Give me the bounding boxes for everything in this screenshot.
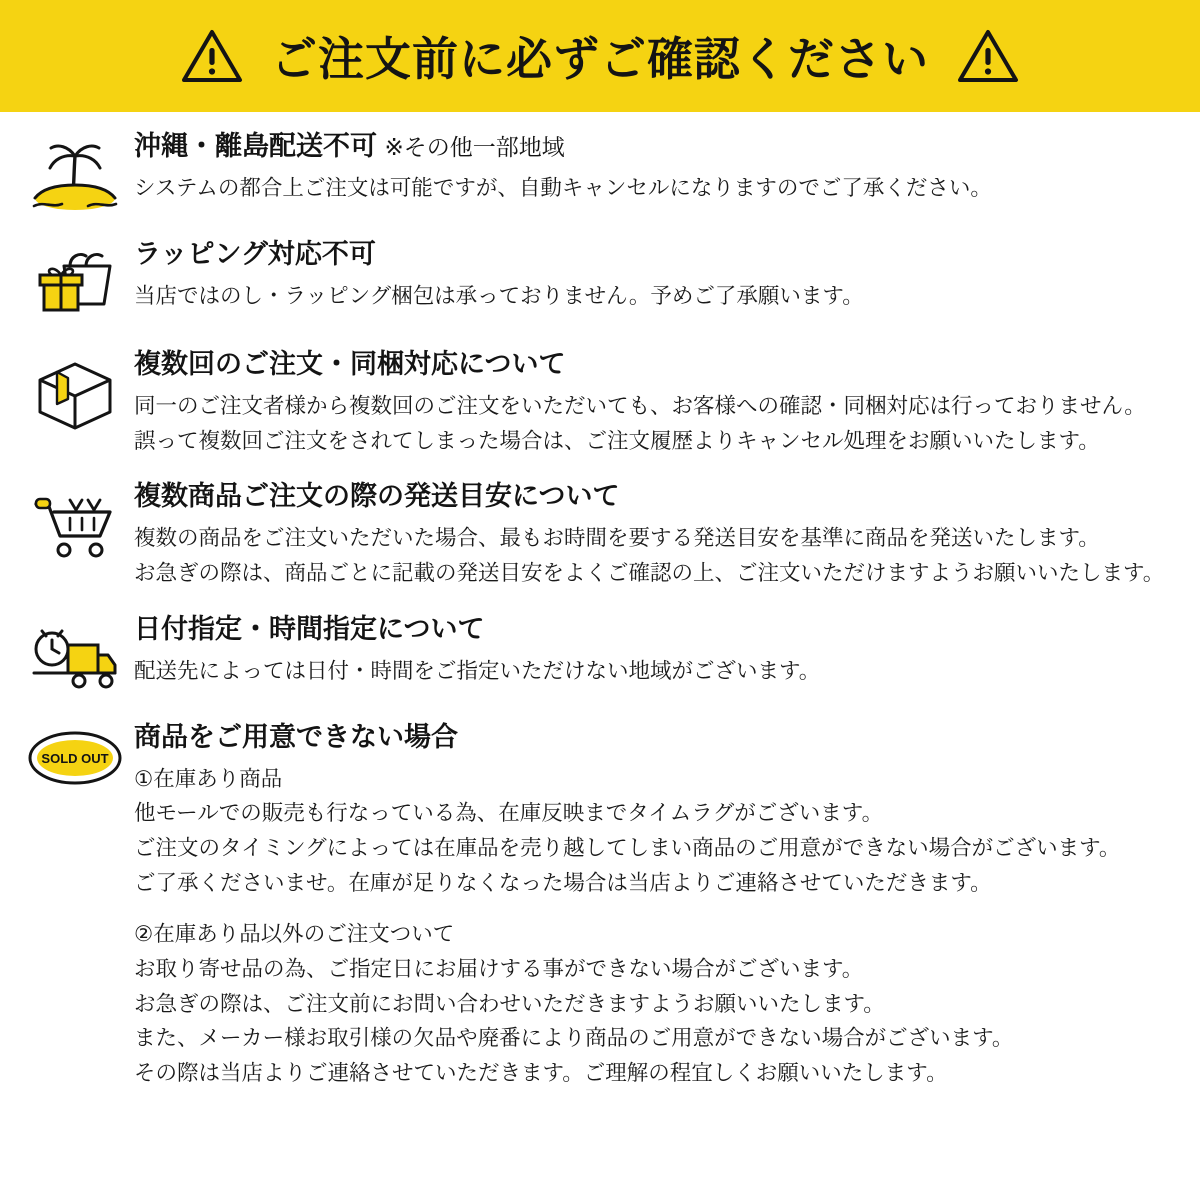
svg-text:SOLD OUT: SOLD OUT	[41, 750, 109, 766]
island-palm-icon	[18, 130, 132, 216]
section-shipping-estimate	[0, 480, 1200, 590]
section-line: お急ぎの際は、商品ごとに記載の発送目安をよくご確認の上、ご注文いただけますようお願いいたします。	[134, 560, 1165, 585]
section-title-sub: ※その他一部地域	[384, 134, 565, 160]
gift-bag-icon	[18, 238, 132, 324]
header-banner	[0, 0, 1200, 112]
section-line: 他モールでの販売も行なっている為、在庫反映までタイムラグがございます。	[134, 801, 884, 826]
section-line: ご注文のタイミングによっては在庫品を売り越してしまい商品のご用意ができない場合がございます。	[134, 836, 1121, 861]
section-line: また、メーカー様お取引様の欠品や廃番により商品のご用意ができない場合がございます。	[134, 1026, 1014, 1051]
section-line: 配送先によっては日付・時間をご指定いただけない地域がございます。	[134, 658, 821, 683]
sold-out-stamp-icon	[18, 721, 132, 789]
notice-sections	[0, 112, 1200, 1091]
section-body	[132, 130, 1174, 206]
warning-triangle-icon	[181, 28, 243, 84]
section-line: 誤って複数回ご注文をされてしまった場合は、ご注文履歴よりキャンセル処理をお願いいたします。	[134, 428, 1100, 453]
section-body	[132, 721, 1174, 1091]
section-line: 複数の商品をご注文いただいた場合、最もお時間を要する発送目安を基準に商品を発送いたします。	[134, 526, 1100, 551]
section-title: 複数商品ご注文の際の発送目安について	[134, 481, 620, 512]
page-title: ご注文前に必ずご確認ください	[271, 33, 929, 85]
section-title: ラッピング対応不可	[134, 239, 376, 269]
section-line: お急ぎの際は、ご注文前にお問い合わせいただきますようお願いいたします。	[134, 991, 885, 1016]
package-box-icon	[18, 348, 132, 434]
section-title-main: 沖縄・離島配送不可	[134, 131, 377, 161]
section-body	[132, 238, 1174, 314]
section-title: 商品をご用意できない場合	[134, 721, 458, 752]
subsection-label: ①在庫あり商品	[134, 766, 283, 791]
section-line: 当店ではのし・ラッピング梱包は承っておりません。予めご了承願います。	[134, 283, 864, 308]
section-title	[134, 130, 1174, 164]
section-line: 同一のご注文者様から複数回のご注文をいただいても、お客様への確認・同梱対応は行っておりません。	[134, 393, 1146, 418]
section-line: システムの都合上ご注文は可能ですが、自動キャンセルになりますのでご了承ください。	[134, 175, 992, 200]
shopping-cart-icon	[18, 480, 132, 566]
section-line: その際は当店よりご連絡させていただきます。ご理解の程宜しくお願いいたします。	[134, 1061, 948, 1086]
subsection-label: ②在庫あり品以外のご注文ついて	[134, 921, 455, 946]
subsection-group-2	[134, 917, 1174, 1091]
section-body	[132, 348, 1174, 458]
section-title: 複数回のご注文・同梱対応について	[134, 349, 566, 379]
section-body	[132, 480, 1174, 590]
section-multiple-orders	[0, 348, 1200, 458]
section-title: 日付指定・時間指定について	[134, 613, 485, 644]
section-date-time	[0, 613, 1200, 699]
section-unavailable-item	[0, 721, 1200, 1091]
section-line: ご了承くださいませ。在庫が足りなくなった場合は当店よりご連絡させていただきます。	[134, 871, 992, 896]
delivery-truck-clock-icon	[18, 613, 132, 699]
section-body	[132, 613, 1174, 689]
warning-triangle-icon	[957, 28, 1019, 84]
section-line: お取り寄せ品の為、ご指定日にお届けする事ができない場合がございます。	[134, 956, 864, 981]
section-okinawa-shipping	[0, 130, 1200, 216]
section-wrapping	[0, 238, 1200, 324]
